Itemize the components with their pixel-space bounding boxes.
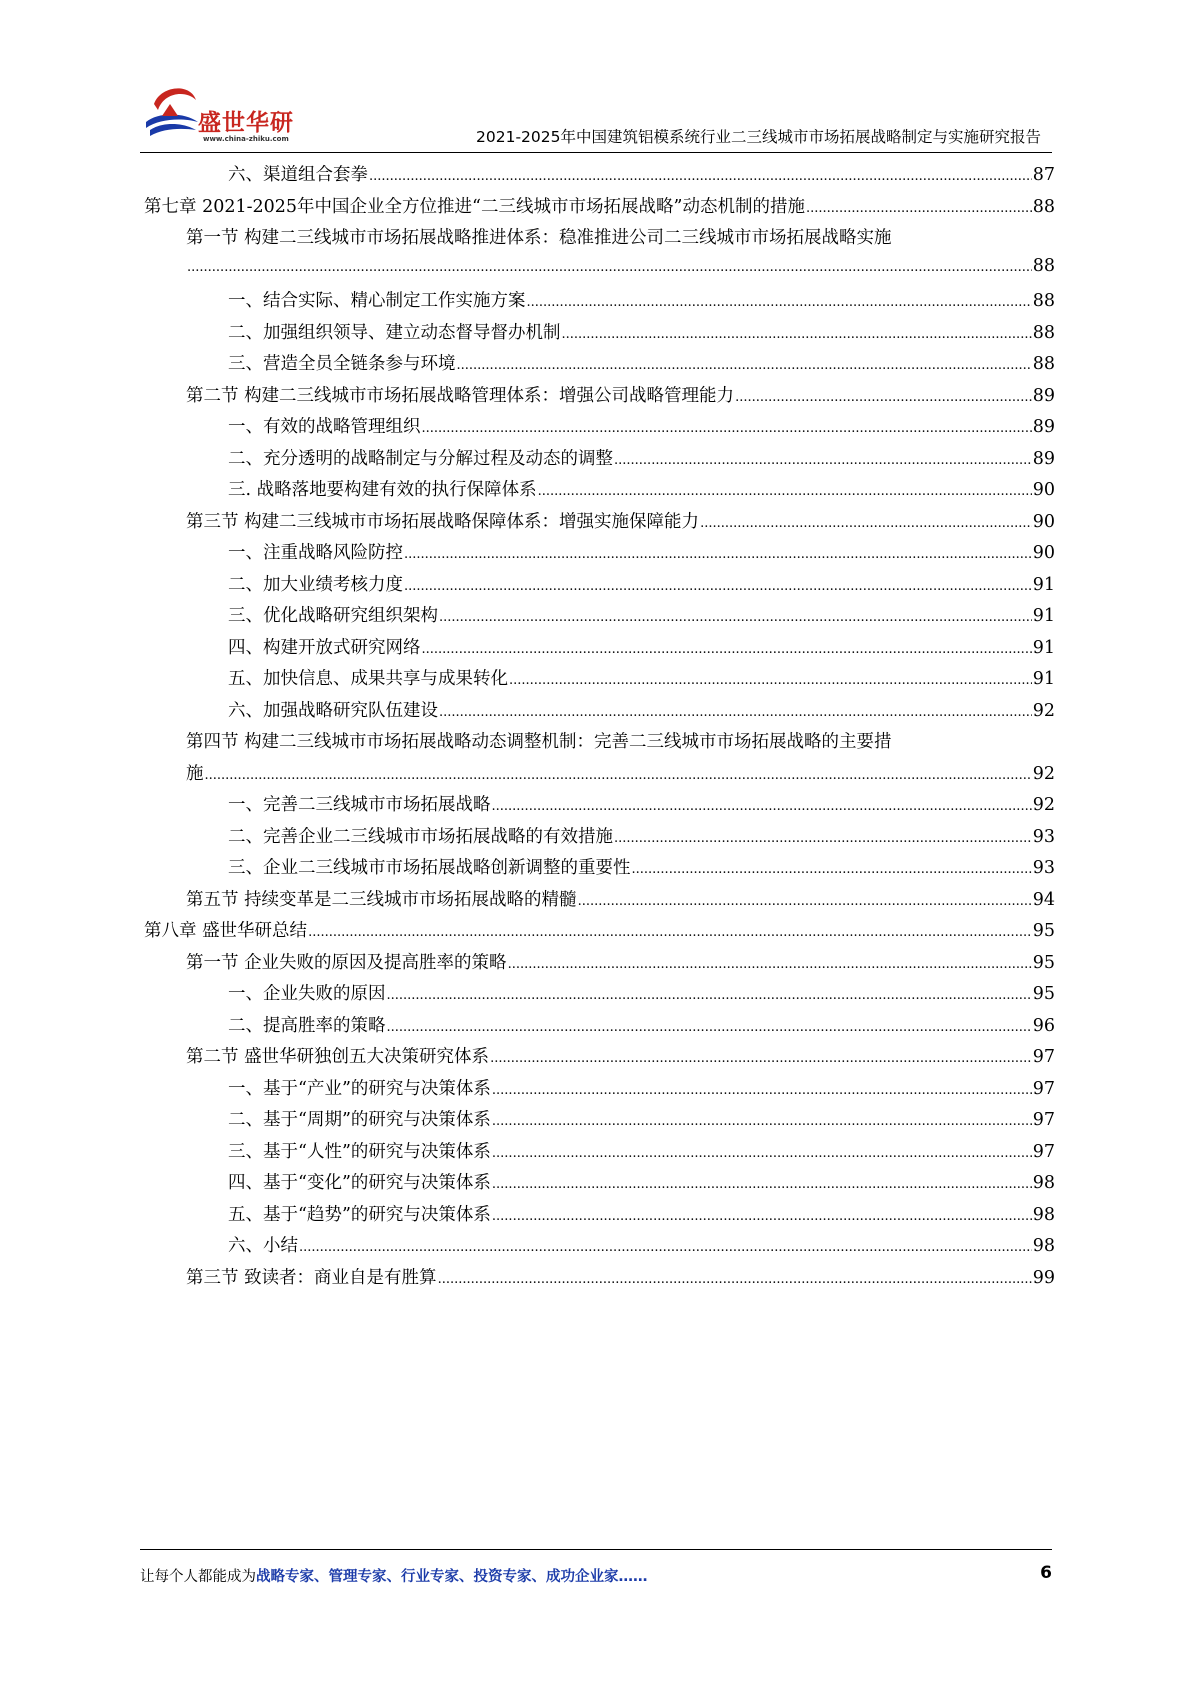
toc-entry-title: 三、企业二三线城市市场拓展战略创新调整的重要性 — [228, 858, 631, 878]
toc-entry-page: 91 — [1032, 637, 1055, 658]
toc-entry[interactable] — [144, 791, 1055, 823]
toc-entry-page: 95 — [1032, 952, 1055, 973]
toc-entry-title: 四、构建开放式研究网络 — [228, 637, 421, 658]
toc-entry-title: 施 — [186, 763, 204, 784]
header-divider — [140, 152, 1052, 153]
toc-entry-title: 五、加快信息、成果共享与成果转化 — [228, 669, 508, 689]
report-title: 2021-2025年中国建筑铝模系统行业二三线城市市场拓展战略制定与实施研究报告 — [476, 128, 1041, 146]
toc-entry-page: 97 — [1032, 1141, 1055, 1162]
toc-leader-dots — [387, 1020, 1032, 1035]
toc-entry-page: 95 — [1032, 921, 1055, 941]
toc-leader-dots — [404, 579, 1032, 594]
toc-entry[interactable] — [144, 287, 1055, 319]
toc-entry[interactable] — [144, 1075, 1055, 1107]
toc-leader-dots — [492, 1209, 1032, 1224]
toc-entry[interactable] — [144, 1106, 1055, 1138]
toc-entry[interactable] — [144, 350, 1055, 382]
toc-leader-dots — [632, 862, 1032, 877]
toc-leader-dots — [806, 201, 1032, 216]
toc-entry-title: 二、基于“周期”的研究与决策体系 — [228, 1110, 491, 1130]
toc-leader-dots — [614, 453, 1032, 468]
logo-mark-icon — [140, 82, 202, 144]
logo-url-text: www.china-zhiku.com — [203, 135, 289, 143]
toc-leader-dots — [614, 831, 1032, 846]
toc-entry-page: 89 — [1032, 417, 1055, 437]
toc-entry-page: 90 — [1032, 480, 1055, 500]
toc-entry-title: 第五节 持续变革是二三线城市市场拓展战略的精髓 — [186, 889, 577, 910]
toc-entry[interactable] — [144, 571, 1055, 603]
toc-entry-page: 89 — [1032, 385, 1055, 406]
toc-leader-dots — [492, 1177, 1032, 1192]
toc-entry-title: 一、基于“产业”的研究与决策体系 — [228, 1078, 491, 1099]
toc-leader-dots — [422, 421, 1032, 436]
toc-leader-dots — [492, 799, 1032, 814]
toc-leader-dots — [299, 1240, 1032, 1255]
toc-entry-page: 92 — [1032, 700, 1055, 721]
toc-entry-title: 二、完善企业二三线城市市场拓展战略的有效措施 — [228, 826, 613, 847]
toc-entry-title[interactable]: 第一节 构建二三线城市市场拓展战略推进体系：稳准推进公司二三线城市市场拓展战略实施 — [186, 228, 892, 248]
toc-entry-page: 97 — [1032, 1047, 1055, 1067]
toc-leader-dots — [457, 358, 1032, 373]
toc-entry-title: 第二节 盛世华研独创五大决策研究体系 — [186, 1047, 490, 1067]
toc-entry-title: 第三节 构建二三线城市市场拓展战略保障体系：增强实施保障能力 — [186, 511, 700, 532]
toc-entry-page: 95 — [1032, 984, 1055, 1004]
toc-entry[interactable] — [144, 980, 1055, 1012]
toc-entry-title: 四、基于“变化”的研究与决策体系 — [228, 1173, 491, 1193]
toc-entry[interactable] — [144, 854, 1055, 886]
toc-leader-dots — [578, 894, 1032, 909]
toc-leader-dots — [492, 1083, 1032, 1098]
toc-entry[interactable] — [144, 665, 1055, 697]
toc-leader-dots — [369, 169, 1032, 184]
footer-slogan-lead: 让每个人都能成为 — [140, 1569, 256, 1585]
toc-entry[interactable] — [144, 917, 1055, 949]
toc-leader-dots — [404, 547, 1032, 562]
toc-entry-page: 96 — [1032, 1015, 1055, 1036]
toc-leader-dots — [308, 925, 1032, 940]
toc-entry-title: 六、渠道组合套拳 — [228, 165, 368, 185]
toc-entry-title: 第七章 2021-2025年中国企业全方位推进“二三线城市市场拓展战略”动态机制的措施 — [144, 196, 805, 217]
toc-entry-page: 90 — [1032, 543, 1055, 563]
toc-leader-dots — [508, 957, 1032, 972]
toc-entry-title: 第一节 企业失败的原因及提高胜率的策略 — [186, 952, 507, 973]
toc-leader-dots — [735, 390, 1032, 405]
toc-entry-page: 88 — [1032, 291, 1055, 311]
toc-entry[interactable] — [144, 539, 1055, 571]
toc-leader-dots — [422, 642, 1032, 657]
toc-entry-title[interactable]: 第四节 构建二三线城市市场拓展战略动态调整机制：完善二三线城市市场拓展战略的主要措 — [186, 732, 892, 752]
logo-brand-name: 盛世华研 — [198, 110, 294, 136]
toc-leader-dots — [387, 988, 1032, 1003]
toc-entry[interactable] — [144, 382, 1055, 414]
toc-entry-page: 88 — [1032, 255, 1055, 276]
toc-entry[interactable] — [144, 697, 1055, 729]
toc-entry-page: 87 — [1032, 165, 1055, 185]
toc-entry-page: 90 — [1032, 511, 1055, 532]
footer-divider — [140, 1549, 1052, 1550]
toc-entry-page: 88 — [1032, 322, 1055, 343]
toc-leader-dots — [187, 260, 1032, 275]
toc-entry-title: 六、加强战略研究队伍建设 — [228, 700, 438, 721]
toc-entry[interactable] — [144, 949, 1055, 981]
toc-entry-title: 一、有效的战略管理组织 — [228, 417, 421, 437]
toc-leader-dots — [509, 673, 1032, 688]
toc-entry[interactable] — [144, 1201, 1055, 1233]
toc-entry[interactable] — [144, 476, 1055, 508]
page-number: 6 — [1040, 1563, 1052, 1583]
toc-entry-page: 97 — [1032, 1110, 1055, 1130]
toc-entry-title: 五、基于“趋势”的研究与决策体系 — [228, 1204, 491, 1225]
toc-entry-title: 六、小结 — [228, 1236, 298, 1256]
toc-entry-title: 第八章 盛世华研总结 — [144, 921, 308, 941]
toc-entry-page: 92 — [1032, 763, 1055, 784]
toc-entry-title: 第三节 致读者：商业自是有胜算 — [186, 1267, 437, 1288]
toc-entry[interactable] — [144, 1138, 1055, 1170]
toc-entry-page: 91 — [1032, 606, 1055, 626]
toc-leader-dots — [438, 1272, 1032, 1287]
toc-entry-page: 98 — [1032, 1204, 1055, 1225]
toc-entry[interactable] — [144, 1264, 1055, 1296]
toc-entry-title: 二、充分透明的战略制定与分解过程及动态的调整 — [228, 448, 613, 469]
footer-slogan-emphasis: 战略专家、管理专家、行业专家、投资专家、成功企业家…… — [256, 1569, 648, 1585]
toc-entry-title: 一、企业失败的原因 — [228, 984, 386, 1004]
toc-leader-dots — [439, 705, 1032, 720]
toc-entry[interactable] — [144, 1012, 1055, 1044]
toc-entry-page: 92 — [1032, 795, 1055, 815]
toc-entry-page: 88 — [1032, 196, 1055, 217]
toc-entry-title: 一、完善二三线城市市场拓展战略 — [228, 795, 491, 815]
toc-entry-title: 二、提高胜率的策略 — [228, 1015, 386, 1036]
toc-entry-page: 88 — [1032, 354, 1055, 374]
toc-entry-page: 89 — [1032, 448, 1055, 469]
toc-entry-page: 91 — [1032, 574, 1055, 595]
toc-entry[interactable] — [144, 823, 1055, 855]
toc-entry[interactable] — [144, 413, 1055, 445]
toc-leader-dots — [562, 327, 1032, 342]
toc-entry[interactable] — [144, 161, 1055, 193]
toc-entry-page: 93 — [1032, 826, 1055, 847]
toc-entry-page: 98 — [1032, 1236, 1055, 1256]
toc-entry[interactable] — [144, 193, 1055, 225]
toc-entry-page: 91 — [1032, 669, 1055, 689]
toc-entry-title: 三、基于“人性”的研究与决策体系 — [228, 1141, 491, 1162]
toc-entry[interactable] — [144, 319, 1055, 351]
company-logo — [140, 82, 310, 146]
toc-entry-title: 二、加大业绩考核力度 — [228, 574, 403, 595]
toc-entry-title: 二、加强组织领导、建立动态督导督办机制 — [228, 322, 561, 343]
toc-entry[interactable] — [144, 1043, 1055, 1075]
toc-leader-dots — [700, 516, 1032, 531]
toc-leader-dots — [492, 1114, 1032, 1129]
toc-entry[interactable] — [144, 1169, 1055, 1201]
toc-entry-title: 三. 战略落地要构建有效的执行保障体系 — [228, 480, 537, 500]
toc-entry-page: 94 — [1032, 889, 1055, 910]
toc-entry-page: 99 — [1032, 1267, 1055, 1288]
toc-entry-page: 98 — [1032, 1173, 1055, 1193]
toc-entry[interactable] — [144, 508, 1055, 540]
toc-entry-title: 三、营造全员全链条参与环境 — [228, 354, 456, 374]
toc-entry[interactable] — [144, 1232, 1055, 1264]
toc-entry[interactable] — [144, 445, 1055, 477]
page-header — [0, 0, 1191, 160]
toc-leader-dots — [492, 1146, 1032, 1161]
toc-entry-page: 93 — [1032, 858, 1055, 878]
toc-leader-dots — [439, 610, 1032, 625]
toc-entry-title: 三、优化战略研究组织架构 — [228, 606, 438, 626]
toc-entry[interactable] — [144, 256, 1055, 288]
toc-entry[interactable] — [144, 886, 1055, 918]
toc-entry[interactable] — [144, 634, 1055, 666]
toc-leader-dots — [205, 768, 1032, 783]
table-of-contents — [144, 161, 1055, 1295]
toc-entry-title: 一、结合实际、精心制定工作实施方案 — [228, 291, 526, 311]
toc-entry[interactable] — [144, 602, 1055, 634]
toc-entry-page: 97 — [1032, 1078, 1055, 1099]
toc-entry[interactable] — [144, 760, 1055, 792]
toc-entry-title: 一、注重战略风险防控 — [228, 543, 403, 563]
toc-leader-dots — [490, 1051, 1032, 1066]
toc-entry-title: 第二节 构建二三线城市市场拓展战略管理体系：增强公司战略管理能力 — [186, 385, 735, 406]
toc-leader-dots — [538, 484, 1032, 499]
footer-slogan — [140, 1565, 648, 1586]
toc-leader-dots — [527, 295, 1032, 310]
